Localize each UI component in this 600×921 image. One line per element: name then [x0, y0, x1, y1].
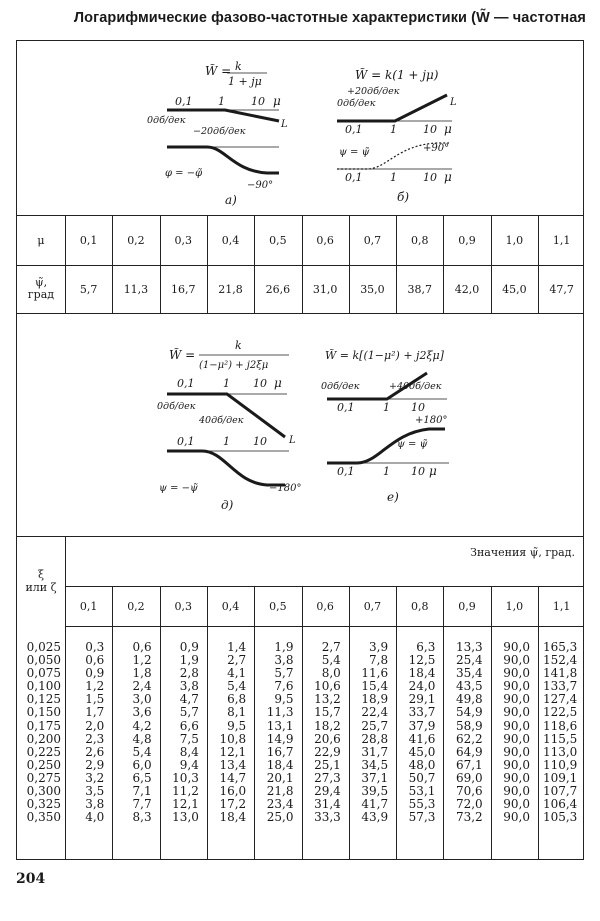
- fig-d-slope: 40дб/дек: [199, 415, 244, 426]
- table2-cell: 21,8: [266, 784, 294, 799]
- fig-b-phase-end: +90°: [423, 143, 450, 154]
- table2-cell: 16,0: [219, 784, 247, 799]
- table2-cell: 1,9: [179, 653, 199, 668]
- table2-cell: 3,8: [85, 797, 105, 812]
- fig-a-tick: 10: [251, 95, 265, 108]
- table2-cell: 106,4: [542, 797, 578, 812]
- table2-cell: 4,8: [132, 731, 152, 746]
- table2-cell: 72,0: [455, 797, 483, 812]
- table2-cell: 7,6: [274, 679, 294, 694]
- table2-cell: 90,0: [503, 770, 530, 785]
- table2-cell: 13,3: [455, 640, 483, 654]
- table2-cell: 0,6: [132, 640, 152, 654]
- table2-cell: 25,1: [314, 757, 341, 772]
- table2-cell: 4,2: [132, 718, 152, 733]
- table2-cell: 33,3: [314, 810, 341, 825]
- table2-cell: 54,9: [455, 705, 483, 720]
- table2-cell: 27,3: [314, 770, 341, 785]
- table2-xi-cell: 0,025: [26, 640, 61, 654]
- figure-e: [317, 341, 477, 516]
- fig-d-caption: д): [221, 498, 234, 512]
- table2-cell: 4,1: [227, 666, 247, 681]
- table2-cell: 29,4: [314, 784, 341, 799]
- table2-cell: 11,6: [361, 666, 389, 681]
- table2-cell: 29,1: [408, 692, 436, 707]
- table1-psi-cell: 26,6: [265, 282, 291, 296]
- table2-cell: 10,3: [172, 770, 199, 785]
- table2-cell: 8,3: [132, 810, 152, 825]
- table2-cell: 122,5: [542, 705, 578, 720]
- fig-e-tick: 0,1: [337, 465, 355, 478]
- table2-cell: 3,0: [132, 692, 152, 707]
- fig-d-den: (1−μ²) + j2ξμ: [199, 360, 269, 371]
- table2-cell: 90,0: [503, 679, 530, 694]
- table2-left-head: [17, 536, 65, 626]
- table2-xi-cell: 0,225: [26, 744, 61, 759]
- page-number: 204: [16, 871, 46, 887]
- table2-cell: 13,4: [219, 757, 247, 772]
- table2-cell: 57,3: [408, 810, 436, 825]
- fig-b-caption: б): [397, 190, 410, 204]
- table2-cell: 9,5: [274, 692, 294, 707]
- table2-cell: 9,5: [227, 718, 247, 733]
- table2-data-column: [396, 641, 435, 824]
- table2-col-head: 1,0: [505, 599, 524, 613]
- table2-cell: 43,5: [455, 679, 483, 694]
- table2-cell: 45,0: [408, 744, 436, 759]
- table1-psi-cell: 5,7: [79, 282, 98, 296]
- table1-mu-cell: 1,0: [505, 233, 524, 247]
- table2-cell: 31,7: [361, 744, 389, 759]
- table2-data-column: [207, 641, 246, 824]
- table2-cell: 18,2: [314, 718, 341, 733]
- table2-cell: 2,7: [227, 653, 247, 668]
- table2-xi-cell: 0,150: [26, 705, 61, 720]
- table2-cell: 118,6: [542, 718, 578, 733]
- table2-cell: 31,4: [314, 797, 341, 812]
- table1-psi-label: [17, 265, 65, 313]
- table2-data-column: [443, 641, 482, 824]
- table2-cell: 90,0: [503, 797, 530, 812]
- table2-xi-label: ξ: [37, 568, 45, 581]
- table1-mu-cell: 0,8: [410, 233, 429, 247]
- table2-cell: 2,6: [85, 744, 105, 759]
- fig-d-mag-left: 0дб/дек: [157, 401, 196, 412]
- table2-cell: 90,0: [503, 757, 530, 772]
- table2-cell: 18,4: [266, 757, 294, 772]
- table2-cell: 152,4: [542, 653, 578, 668]
- table1-psi-unit: град: [27, 288, 55, 301]
- fig-b-tick: μ: [444, 170, 452, 184]
- table2-xi-cell: 0,250: [26, 757, 61, 772]
- fig-b-formula: W̃ = k(1 + jμ): [355, 68, 439, 82]
- table2-cell: 33,7: [408, 705, 436, 720]
- table2-data-column: [65, 641, 104, 824]
- rule: [17, 313, 583, 314]
- table2-cell: 37,9: [408, 718, 436, 733]
- table2-cell: 20,1: [266, 770, 294, 785]
- table2-cell: 2,7: [321, 640, 341, 654]
- table2-cell: 34,5: [361, 757, 389, 772]
- table2-cell: 48,0: [408, 757, 436, 772]
- table2-cell: 3,6: [132, 705, 152, 720]
- table2-data-column: [254, 641, 293, 824]
- table2-cell: 11,2: [172, 784, 199, 799]
- table2-data-column: [112, 641, 151, 824]
- table2-cell: 90,0: [503, 640, 530, 654]
- table2-cell: 69,0: [455, 770, 483, 785]
- table2-cell: 110,9: [542, 757, 578, 772]
- table1-mu-cell: 0,9: [458, 233, 476, 247]
- fig-b-mag-left: 0дб/дек: [337, 98, 376, 109]
- fig-a-slope: −20дб/дек: [193, 126, 246, 137]
- table2-data-column: [538, 641, 577, 824]
- fig-d-tick: 0,1: [177, 435, 195, 448]
- fig-d-phase-end: −180°: [269, 483, 302, 494]
- table2-cell: 3,8: [274, 653, 294, 668]
- fig-d-L: L: [289, 435, 296, 446]
- table1-mu-cell: 0,3: [174, 233, 192, 247]
- table2-cell: 53,1: [408, 784, 436, 799]
- table2-cell: 2,4: [132, 679, 152, 694]
- table1-mu-cell: 0,6: [316, 233, 334, 247]
- fig-b-tick: 1: [390, 123, 397, 136]
- table2-cell: 1,8: [132, 666, 152, 681]
- table2-cell: 1,4: [227, 640, 247, 654]
- fig-e-tick: 0,1: [337, 401, 355, 414]
- fig-e-mag-left: 0дб/дек: [321, 381, 360, 392]
- fig-e-formula: W̃ = k[(1−μ²) + j2ξμ]: [325, 349, 444, 362]
- fig-d-phase-label: ψ = −ψ̃: [159, 483, 198, 494]
- table2-cell: 5,4: [227, 679, 247, 694]
- table2-cell: 22,9: [314, 744, 341, 759]
- table2-xi-cell: 0,075: [26, 666, 61, 681]
- table1-psi-cell: 31,0: [312, 282, 338, 296]
- table2-col-head: 0,6: [316, 599, 334, 613]
- table2-cell: 4,0: [85, 810, 105, 825]
- fig-b-phase-label: ψ = ψ̃: [339, 147, 370, 158]
- fig-e-phase-end: +180°: [415, 415, 448, 426]
- table2-cell: 62,2: [455, 731, 483, 746]
- table2-cell: 6,3: [416, 640, 436, 654]
- table2-cell: 105,3: [542, 810, 578, 825]
- table2-cell: 43,9: [361, 810, 389, 825]
- table2-cell: 7,5: [179, 731, 199, 746]
- table2-cell: 0,9: [179, 640, 199, 654]
- table2-cell: 1,5: [85, 692, 105, 707]
- table2-cell: 15,7: [314, 705, 341, 720]
- fig-d-num: k: [235, 339, 242, 352]
- fig-a-den: 1 + jμ: [228, 75, 262, 88]
- table2-cell: 15,4: [361, 679, 389, 694]
- table1-mu-cell: 1,1: [552, 233, 571, 247]
- table1-psi-cell: 42,0: [454, 282, 480, 296]
- figure-a: [147, 61, 297, 211]
- table2-cell: 1,9: [274, 640, 294, 654]
- table2-cell: 1,2: [132, 653, 152, 668]
- fig-b-tick: 1: [390, 171, 397, 184]
- fig-d-tick: 1: [223, 435, 230, 448]
- table2-cell: 70,6: [455, 784, 483, 799]
- table2-cell: 6,6: [179, 718, 199, 733]
- table2-xi-cell: 0,350: [26, 810, 61, 825]
- fig-d-tick: μ: [274, 376, 282, 390]
- table2-cell: 67,1: [455, 757, 483, 772]
- table2-data-column: [302, 641, 341, 824]
- table2-cell: 18,4: [408, 666, 436, 681]
- table1-mu-cell: 0,5: [269, 233, 287, 247]
- table2-col-head: 0,1: [79, 599, 98, 613]
- table2-cell: 6,8: [227, 692, 247, 707]
- table1-psi-cell: 35,0: [360, 282, 385, 296]
- fig-a-phase-end: −90°: [247, 180, 274, 191]
- table2-cell: 90,0: [503, 810, 530, 825]
- table2-cell: 25,4: [455, 653, 483, 668]
- table2-cell: 2,0: [85, 718, 105, 733]
- table1-psi-cell: 38,7: [407, 282, 432, 296]
- table2-cell: 28,8: [361, 731, 389, 746]
- fig-b-tick: 10: [423, 123, 437, 136]
- table2-top-head: Значения ψ̃, град.: [470, 546, 575, 559]
- table2-zeta-label: или ζ: [25, 581, 57, 594]
- fig-e-phase-label: ψ = ψ̃: [397, 439, 428, 450]
- table2-cell: 37,1: [361, 770, 389, 785]
- table1-mu-cell: 0,7: [363, 233, 382, 247]
- table2-xi-cell: 0,050: [26, 653, 61, 668]
- table2-cell: 22,4: [361, 705, 389, 720]
- fig-e-tick: 10: [411, 401, 425, 414]
- table2-cell: 90,0: [503, 692, 530, 707]
- table2-cell: 35,4: [455, 666, 483, 681]
- table2-cell: 0,6: [85, 653, 105, 668]
- fig-d-tick: 10: [253, 377, 267, 390]
- table2-cell: 13,0: [172, 810, 199, 825]
- table2-cell: 90,0: [503, 653, 530, 668]
- table-frame: [16, 40, 584, 860]
- table2-cell: 0,9: [85, 666, 105, 681]
- table2-col-head: 0,4: [221, 599, 240, 613]
- table2-col-head: 0,9: [458, 599, 476, 613]
- fig-e-tick: 1: [383, 465, 390, 478]
- table2-data-column: [491, 641, 530, 824]
- table2-cell: 2,8: [179, 666, 199, 681]
- table2-cell: 5,7: [274, 666, 294, 681]
- fig-b-L: L: [450, 97, 457, 108]
- table1-psi-symbol: ψ̃,: [34, 276, 48, 289]
- table2-cell: 3,2: [85, 770, 105, 785]
- table2-col-head: 0,3: [174, 599, 192, 613]
- table2-cell: 90,0: [503, 666, 530, 681]
- table2-xi-cell: 0,100: [26, 679, 61, 694]
- table2-cell: 12,1: [219, 744, 247, 759]
- table1-psi-cell: 47,7: [549, 282, 574, 296]
- table2-cell: 12,1: [172, 797, 199, 812]
- table2-xi-cell: 0,275: [26, 770, 61, 785]
- table2-cell: 55,3: [408, 797, 436, 812]
- table2-cell: 3,9: [369, 640, 389, 654]
- table2-cell: 7,7: [132, 797, 152, 812]
- table2-cell: 90,0: [503, 718, 530, 733]
- table1-psi-cell: 45,0: [502, 282, 527, 296]
- fig-d-wlhs: W̃ =: [169, 348, 196, 362]
- table2-cell: 3,5: [85, 784, 105, 799]
- table2-data-column: [160, 641, 199, 824]
- table2-cell: 16,7: [266, 744, 294, 759]
- table2-cell: 5,4: [132, 744, 152, 759]
- table2-cell: 5,7: [179, 705, 199, 720]
- table1-mu-label: μ: [37, 233, 45, 247]
- rule: [17, 536, 583, 537]
- table2-col-head: 0,7: [363, 599, 382, 613]
- fig-e-slope: +40дб/дек: [389, 381, 442, 392]
- fig-a-tick: 0,1: [175, 95, 193, 108]
- table2-cell: 115,5: [542, 731, 578, 746]
- table1-psi-cell: 11,3: [123, 282, 149, 296]
- table1-psi-cell: 16,7: [170, 282, 196, 296]
- table2-xi-cell: 0,300: [26, 784, 61, 799]
- table2-cell: 8,0: [321, 666, 341, 681]
- table2-cell: 64,9: [455, 744, 483, 759]
- table2-data-column: [349, 641, 388, 824]
- table1-mu-cell: 0,4: [221, 233, 240, 247]
- table2-xi-cell: 0,200: [26, 731, 61, 746]
- table2-cell: 3,8: [179, 679, 199, 694]
- fig-d-tick: 0,1: [177, 377, 195, 390]
- fig-b-tick: 0,1: [345, 171, 363, 184]
- figure-d: [157, 341, 317, 516]
- fig-a-num: k: [235, 60, 242, 73]
- table1-psi-cell: 21,8: [218, 282, 243, 296]
- table2-cell: 23,4: [266, 797, 294, 812]
- table2-cell: 5,4: [321, 653, 341, 668]
- table2-cell: 6,5: [132, 770, 152, 785]
- table2-cell: 20,6: [314, 731, 341, 746]
- page-header: Логарифмические фазово-частотные характеристики (W̃ — частотная: [73, 10, 586, 26]
- table2-cell: 10,8: [219, 731, 247, 746]
- table2-cell: 14,7: [219, 770, 247, 785]
- table2-cell: 113,0: [542, 744, 578, 759]
- table2-cell: 4,7: [179, 692, 199, 707]
- table2-cell: 90,0: [503, 744, 530, 759]
- table2-col-head: 0,8: [410, 599, 429, 613]
- fig-e-caption: е): [387, 490, 399, 504]
- table2-cell: 8,1: [227, 705, 247, 720]
- fig-e-tick: μ: [429, 464, 437, 478]
- fig-a-tick: 1: [218, 95, 225, 108]
- table2-cell: 6,0: [132, 757, 152, 772]
- table2-cell: 24,0: [408, 679, 436, 694]
- fig-a-caption: а): [225, 193, 237, 207]
- table2-xi-column: [17, 641, 61, 824]
- table2-cell: 0,3: [85, 640, 105, 654]
- rule: [65, 626, 583, 627]
- fig-a-wlhs: W̃ =: [205, 64, 232, 78]
- table2-cell: 58,9: [455, 718, 483, 733]
- table2-cell: 90,0: [503, 784, 530, 799]
- table2-xi-cell: 0,325: [26, 797, 61, 812]
- table2-cell: 2,9: [85, 757, 105, 772]
- fig-a-L: L: [281, 119, 288, 130]
- fig-b-tick: 0,1: [345, 123, 363, 136]
- fig-a-mag-left: 0дб/дек: [147, 115, 186, 126]
- table2-cell: 127,4: [542, 692, 578, 707]
- table2-cell: 11,3: [266, 705, 294, 720]
- table2-cell: 8,4: [179, 744, 199, 759]
- fig-b-slope: +20дб/дек: [347, 86, 400, 97]
- table2-cell: 18,9: [361, 692, 389, 707]
- table2-cell: 10,6: [314, 679, 341, 694]
- table2-cell: 13,2: [314, 692, 341, 707]
- table2-cell: 165,3: [542, 640, 578, 654]
- table2-cell: 25,0: [266, 810, 294, 825]
- table2-cell: 1,7: [85, 705, 105, 720]
- table2-cell: 141,8: [542, 666, 578, 681]
- fig-d-tick: 1: [223, 377, 230, 390]
- table2-cell: 109,1: [542, 770, 578, 785]
- table2-cell: 41,7: [361, 797, 389, 812]
- table2-cell: 14,9: [266, 731, 294, 746]
- table2-cell: 49,8: [455, 692, 483, 707]
- table2-col-head: 0,5: [269, 599, 287, 613]
- table2-cell: 25,7: [361, 718, 389, 733]
- table2-cell: 133,7: [542, 679, 578, 694]
- fig-a-tick: μ: [273, 94, 281, 108]
- fig-a-phase-label: φ = −φ̃: [165, 168, 203, 179]
- table1-mu-cell: 0,1: [79, 233, 98, 247]
- figure-b: [317, 61, 467, 211]
- table2-cell: 9,4: [179, 757, 199, 772]
- table2-col-head: 1,1: [552, 599, 571, 613]
- table2-cell: 73,2: [455, 810, 483, 825]
- table2-cell: 41,6: [408, 731, 436, 746]
- table2-cell: 2,3: [85, 731, 105, 746]
- fig-b-tick: 10: [423, 171, 437, 184]
- fig-d-tick: 10: [253, 435, 267, 448]
- fig-b-tick: μ: [444, 122, 452, 136]
- table2-cell: 39,5: [361, 784, 389, 799]
- table2-xi-cell: 0,125: [26, 692, 61, 707]
- table2-cell: 1,2: [85, 679, 105, 694]
- fig-e-tick: 10: [411, 465, 425, 478]
- table2-cell: 7,8: [369, 653, 389, 668]
- table2-cell: 90,0: [503, 731, 530, 746]
- table2-cell: 50,7: [408, 770, 436, 785]
- table2-cell: 13,1: [266, 718, 294, 733]
- table2-cell: 107,7: [542, 784, 578, 799]
- table1-mu-cell: 0,2: [127, 233, 145, 247]
- table2-xi-cell: 0,175: [26, 718, 61, 733]
- table2-cell: 18,4: [219, 810, 247, 825]
- table2-cell: 90,0: [503, 705, 530, 720]
- table2-cell: 7,1: [132, 784, 152, 799]
- fig-e-tick: 1: [383, 401, 390, 414]
- table2-cell: 12,5: [408, 653, 436, 668]
- table2-cell: 17,2: [219, 797, 247, 812]
- table2-col-head: 0,2: [127, 599, 145, 613]
